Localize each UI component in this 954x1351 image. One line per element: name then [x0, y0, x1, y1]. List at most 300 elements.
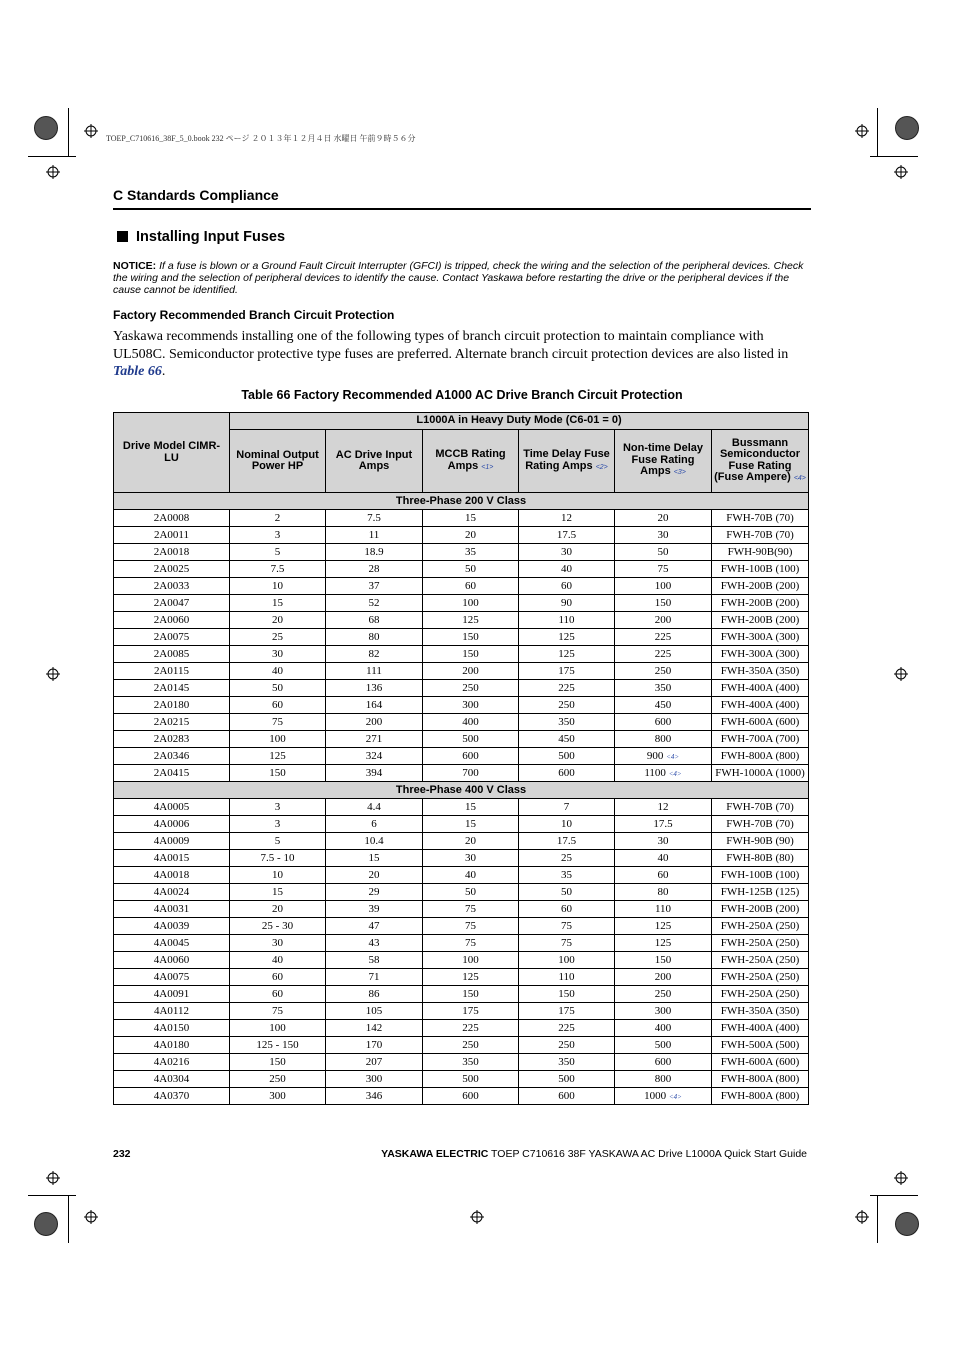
cell-ntd [615, 714, 712, 731]
cell-model: 2A0033 [114, 578, 230, 595]
cell-hp: 60 [230, 697, 326, 714]
cell-bussmann: FWH-100B (100) [712, 561, 809, 578]
cell-tdf: 500 [519, 1071, 615, 1088]
cell-amps: 200 [326, 714, 423, 731]
cell-bussmann: FWH-800A (800) [712, 1071, 809, 1088]
ntd-value: 225 [654, 648, 672, 660]
col-header-ntd-text: Non-time Delay Fuse Rating Amps [622, 442, 704, 478]
crosshair-icon [46, 165, 60, 179]
cell-amps: 43 [326, 935, 423, 952]
cell-tdf: 600 [519, 1088, 615, 1105]
cell-mccb: 600 [423, 1088, 519, 1105]
cell-tdf: 30 [519, 544, 615, 561]
ntd-value: 600 [654, 716, 672, 728]
cell-tdf: 7 [519, 799, 615, 816]
cell-amps: 29 [326, 884, 423, 901]
table-row [114, 1037, 809, 1054]
cell-hp: 60 [230, 986, 326, 1003]
ntd-value: 450 [654, 699, 672, 711]
cell-amps: 82 [326, 646, 423, 663]
cell-model: 2A0415 [114, 765, 230, 782]
registration-dial-icon [895, 1212, 919, 1236]
ntd-value: 500 [654, 1039, 672, 1051]
cell-ntd [615, 748, 712, 765]
cell-ntd [615, 612, 712, 629]
cell-model: 4A0304 [114, 1071, 230, 1088]
cell-tdf: 25 [519, 850, 615, 867]
cell-mccb: 40 [423, 867, 519, 884]
cell-mccb: 400 [423, 714, 519, 731]
cell-bussmann: FWH-600A (600) [712, 714, 809, 731]
class-label: Three-Phase 400 V Class [114, 782, 809, 799]
ntd-value: 1000 [644, 1089, 667, 1102]
footer-doc-title: TOEP C710616 38F YASKAWA AC Drive L1000A Quick Start Guide [488, 1148, 807, 1160]
ntd-value: 30 [657, 835, 669, 847]
cell-mccb: 30 [423, 850, 519, 867]
cell-tdf: 225 [519, 1020, 615, 1037]
cell-tdf: 17.5 [519, 527, 615, 544]
ntd-value: 400 [654, 1022, 672, 1034]
cell-model: 2A0283 [114, 731, 230, 748]
table-row [114, 833, 809, 850]
cell-ntd [615, 1054, 712, 1071]
cell-tdf: 175 [519, 1003, 615, 1020]
cell-hp: 25 - 30 [230, 918, 326, 935]
cell-bussmann: FWH-500A (500) [712, 1037, 809, 1054]
table-row [114, 527, 809, 544]
cell-hp: 3 [230, 816, 326, 833]
cell-model: 2A0008 [114, 510, 230, 527]
notice-label: NOTICE: [113, 260, 157, 272]
footer-brand: YASKAWA ELECTRIC [381, 1148, 489, 1160]
cell-hp: 10 [230, 867, 326, 884]
cell-amps: 4.4 [326, 799, 423, 816]
cell-bussmann: FWH-350A (350) [712, 663, 809, 680]
cell-bussmann: FWH-300A (300) [712, 646, 809, 663]
cell-hp: 40 [230, 952, 326, 969]
cell-mccb: 35 [423, 544, 519, 561]
cell-mccb: 700 [423, 765, 519, 782]
cell-mccb: 150 [423, 629, 519, 646]
cell-model: 2A0115 [114, 663, 230, 680]
body-text: Yaskawa recommends installing one of the following types of branch circuit protection to maintain compliance with UL508C. Semiconductor protective type fuses are preferred. Alternate branch circuit protection devices are also listed in [113, 329, 789, 362]
cell-hp: 10 [230, 578, 326, 595]
cell-bussmann: FWH-200B (200) [712, 901, 809, 918]
ntd-value: 900 [646, 749, 664, 762]
cell-mccb: 500 [423, 731, 519, 748]
col-header-hp: Nominal Output Power HP [230, 430, 326, 493]
cell-hp: 300 [230, 1088, 326, 1105]
cell-mccb: 250 [423, 1037, 519, 1054]
col-header-tdf-text: Time Delay Fuse Rating Amps [523, 448, 610, 472]
cell-bussmann: FWH-250A (250) [712, 935, 809, 952]
cell-model: 4A0112 [114, 1003, 230, 1020]
cell-bussmann: FWH-350A (350) [712, 1003, 809, 1020]
table-row [114, 663, 809, 680]
class-row [114, 782, 809, 799]
cell-tdf: 350 [519, 714, 615, 731]
cell-ntd [615, 918, 712, 935]
cell-mccb: 500 [423, 1071, 519, 1088]
ntd-value: 150 [654, 597, 672, 609]
cell-tdf: 175 [519, 663, 615, 680]
cell-hp: 5 [230, 544, 326, 561]
col-header-ntd [615, 430, 712, 493]
cell-model: 4A0180 [114, 1037, 230, 1054]
cell-mccb: 75 [423, 935, 519, 952]
cell-model: 4A0216 [114, 1054, 230, 1071]
table-row [114, 697, 809, 714]
ntd-value: 40 [657, 852, 669, 864]
cell-tdf: 110 [519, 612, 615, 629]
cell-hp: 2 [230, 510, 326, 527]
cell-bussmann: FWH-300A (300) [712, 629, 809, 646]
cell-hp: 100 [230, 731, 326, 748]
cell-ntd [615, 884, 712, 901]
cell-model: 2A0180 [114, 697, 230, 714]
cell-hp: 75 [230, 1003, 326, 1020]
table-row [114, 918, 809, 935]
cell-hp: 7.5 [230, 561, 326, 578]
ntd-value: 800 [654, 1073, 672, 1085]
cell-hp: 30 [230, 646, 326, 663]
cell-bussmann: FWH-90B(90) [712, 544, 809, 561]
cell-mccb: 600 [423, 748, 519, 765]
ntd-value: 17.5 [653, 818, 673, 830]
cell-hp: 100 [230, 1020, 326, 1037]
notice-text: If a fuse is blown or a Ground Fault Circuit Interrupter (GFCI) is tripped, check the wiring and the selection of the peripheral devices. Check the wiring and the selection of peripheral devices to identify the cause. Contact Yaskawa before restarting the drive or the peripheral devices if the cause cannot be identified. [113, 260, 804, 296]
cell-hp: 3 [230, 799, 326, 816]
registration-dial-icon [895, 116, 919, 140]
cell-bussmann: FWH-1000A (1000) [712, 765, 809, 782]
section-title: C Standards Compliance [113, 187, 279, 203]
cell-hp: 5 [230, 833, 326, 850]
ntd-value: 350 [654, 682, 672, 694]
cell-hp: 15 [230, 595, 326, 612]
ntd-value: 125 [654, 937, 672, 949]
cell-tdf: 17.5 [519, 833, 615, 850]
cell-amps: 18.9 [326, 544, 423, 561]
cell-amps: 111 [326, 663, 423, 680]
cell-tdf: 50 [519, 884, 615, 901]
note-ref[interactable]: <1> [481, 463, 494, 471]
cell-amps: 394 [326, 765, 423, 782]
note-ref[interactable]: <2> [595, 463, 608, 471]
table-row [114, 867, 809, 884]
cell-amps: 164 [326, 697, 423, 714]
cell-ntd [615, 527, 712, 544]
cell-tdf: 90 [519, 595, 615, 612]
cell-amps: 86 [326, 986, 423, 1003]
cell-hp: 7.5 - 10 [230, 850, 326, 867]
cell-hp: 15 [230, 884, 326, 901]
cell-model: 4A0075 [114, 969, 230, 986]
table-row [114, 731, 809, 748]
cell-mccb: 300 [423, 697, 519, 714]
col-header-bussmann [712, 430, 809, 493]
cell-mccb: 125 [423, 612, 519, 629]
crosshair-icon [855, 124, 869, 138]
table-row [114, 561, 809, 578]
ntd-value: 110 [654, 903, 672, 915]
footer-doc-info [350, 1148, 807, 1160]
ntd-value: 100 [654, 580, 672, 592]
cell-tdf: 150 [519, 986, 615, 1003]
col-header-mccb [423, 430, 519, 493]
ntd-value: 1100 [644, 766, 666, 779]
cell-model: 4A0015 [114, 850, 230, 867]
cell-bussmann: FWH-250A (250) [712, 969, 809, 986]
cell-amps: 47 [326, 918, 423, 935]
ntd-value: 150 [654, 954, 672, 966]
cell-model: 4A0005 [114, 799, 230, 816]
cell-bussmann: FWH-400A (400) [712, 1020, 809, 1037]
ntd-value: 225 [654, 631, 672, 643]
cell-hp: 250 [230, 1071, 326, 1088]
cell-bussmann: FWH-250A (250) [712, 986, 809, 1003]
ntd-value: 30 [657, 529, 669, 541]
cell-ntd [615, 561, 712, 578]
cell-bussmann: FWH-70B (70) [712, 816, 809, 833]
ntd-value: 600 [654, 1056, 672, 1068]
ntd-value: 75 [657, 563, 669, 575]
table-caption: Table 66 Factory Recommended A1000 AC Drive Branch Circuit Protection [241, 388, 683, 402]
cell-mccb: 200 [423, 663, 519, 680]
cell-ntd [615, 510, 712, 527]
registration-dial-icon [34, 116, 58, 140]
cell-amps: 346 [326, 1088, 423, 1105]
cell-mccb: 100 [423, 595, 519, 612]
group-header: L1000A in Heavy Duty Mode (C6-01 = 0) [230, 413, 809, 430]
cell-ntd [615, 697, 712, 714]
cell-bussmann: FWH-80B (80) [712, 850, 809, 867]
ntd-value: 125 [654, 920, 672, 932]
cell-amps: 20 [326, 867, 423, 884]
crosshair-icon [84, 124, 98, 138]
cell-hp: 60 [230, 969, 326, 986]
cell-amps: 15 [326, 850, 423, 867]
table-row [114, 748, 809, 765]
cell-amps: 58 [326, 952, 423, 969]
cell-mccb: 20 [423, 527, 519, 544]
cell-mccb: 15 [423, 799, 519, 816]
cell-tdf: 10 [519, 816, 615, 833]
table-row [114, 816, 809, 833]
cell-tdf: 500 [519, 748, 615, 765]
note-ref[interactable]: <3> [673, 469, 686, 477]
crosshair-icon [894, 667, 908, 681]
cell-model: 4A0024 [114, 884, 230, 901]
cell-ntd [615, 663, 712, 680]
crosshair-icon [894, 1171, 908, 1185]
cell-tdf: 350 [519, 1054, 615, 1071]
col-header-bussmann-text: Bussmann Semiconductor Fuse Rating (Fuse Ampere) [714, 436, 801, 483]
subsection-title-text: Installing Input Fuses [136, 229, 286, 245]
cell-model: 2A0011 [114, 527, 230, 544]
cell-ntd [615, 799, 712, 816]
cell-hp: 75 [230, 714, 326, 731]
cell-ntd [615, 850, 712, 867]
cell-mccb: 50 [423, 561, 519, 578]
crosshair-icon [84, 1210, 98, 1224]
cell-ntd [615, 901, 712, 918]
cell-amps: 10.4 [326, 833, 423, 850]
table-row [114, 629, 809, 646]
cell-mccb: 250 [423, 680, 519, 697]
cell-tdf: 110 [519, 969, 615, 986]
cell-model: 4A0039 [114, 918, 230, 935]
cell-bussmann: FWH-200B (200) [712, 578, 809, 595]
table-row [114, 850, 809, 867]
cell-hp: 25 [230, 629, 326, 646]
cell-model: 2A0085 [114, 646, 230, 663]
note-ref[interactable]: <4> [793, 475, 806, 482]
cell-amps: 136 [326, 680, 423, 697]
table-row [114, 1003, 809, 1020]
note-ref[interactable]: <4> [668, 769, 682, 778]
cell-model: 2A0018 [114, 544, 230, 561]
cell-amps: 324 [326, 748, 423, 765]
crosshair-icon [470, 1210, 484, 1224]
cell-model: 4A0150 [114, 1020, 230, 1037]
cell-tdf: 60 [519, 901, 615, 918]
note-ref[interactable]: <4> [668, 1092, 682, 1101]
cell-amps: 142 [326, 1020, 423, 1037]
cell-bussmann: FWH-70B (70) [712, 527, 809, 544]
table-row [114, 646, 809, 663]
table-row [114, 510, 809, 527]
ntd-value: 300 [654, 1005, 672, 1017]
ntd-value: 200 [654, 614, 672, 626]
cell-hp: 30 [230, 935, 326, 952]
fuse-table [113, 412, 809, 1105]
cell-mccb: 15 [423, 510, 519, 527]
cell-ntd [615, 986, 712, 1003]
cell-bussmann: FWH-90B (90) [712, 833, 809, 850]
table-row [114, 1088, 809, 1105]
cell-tdf: 40 [519, 561, 615, 578]
cell-mccb: 175 [423, 1003, 519, 1020]
table-row [114, 969, 809, 986]
cell-tdf: 125 [519, 646, 615, 663]
cell-amps: 11 [326, 527, 423, 544]
col-header-tdf [519, 430, 615, 493]
section-rule [113, 208, 811, 210]
cell-ntd [615, 578, 712, 595]
cell-tdf: 35 [519, 867, 615, 884]
cell-bussmann: FWH-200B (200) [712, 612, 809, 629]
cell-hp: 125 [230, 748, 326, 765]
cell-hp: 125 - 150 [230, 1037, 326, 1054]
cell-ntd [615, 1020, 712, 1037]
cell-ntd [615, 969, 712, 986]
cell-amps: 207 [326, 1054, 423, 1071]
cell-model: 2A0047 [114, 595, 230, 612]
body-paragraph [113, 328, 811, 381]
cell-model: 4A0009 [114, 833, 230, 850]
cell-bussmann: FWH-200B (200) [712, 595, 809, 612]
cell-model: 4A0018 [114, 867, 230, 884]
cell-tdf: 125 [519, 629, 615, 646]
cell-mccb: 350 [423, 1054, 519, 1071]
cell-bussmann: FWH-400A (400) [712, 697, 809, 714]
cell-model: 2A0025 [114, 561, 230, 578]
cell-model: 4A0370 [114, 1088, 230, 1105]
cell-amps: 39 [326, 901, 423, 918]
cell-amps: 52 [326, 595, 423, 612]
cell-ntd [615, 833, 712, 850]
col-header-mccb-text: MCCB Rating Amps [435, 448, 506, 472]
table-row [114, 680, 809, 697]
cell-hp: 20 [230, 612, 326, 629]
ntd-value: 50 [657, 546, 669, 558]
cell-amps: 300 [326, 1071, 423, 1088]
cell-ntd [615, 595, 712, 612]
ntd-value: 250 [654, 988, 672, 1000]
cell-amps: 271 [326, 731, 423, 748]
cell-ntd [615, 731, 712, 748]
square-bullet-icon [117, 231, 128, 242]
crosshair-icon [894, 165, 908, 179]
table-reference-link[interactable]: Table 66 [113, 364, 162, 379]
cell-hp: 40 [230, 663, 326, 680]
ntd-value: 80 [657, 886, 669, 898]
cell-ntd [615, 1088, 712, 1105]
table-row [114, 544, 809, 561]
cell-bussmann: FWH-400A (400) [712, 680, 809, 697]
cell-tdf: 60 [519, 578, 615, 595]
ntd-value: 200 [654, 971, 672, 983]
cell-model: 2A0060 [114, 612, 230, 629]
table-row [114, 1020, 809, 1037]
cell-ntd [615, 867, 712, 884]
cell-mccb: 100 [423, 952, 519, 969]
cell-amps: 28 [326, 561, 423, 578]
cell-bussmann: FWH-100B (100) [712, 867, 809, 884]
cell-amps: 80 [326, 629, 423, 646]
cell-amps: 170 [326, 1037, 423, 1054]
table-row [114, 578, 809, 595]
cell-bussmann: FWH-250A (250) [712, 952, 809, 969]
cell-model: 4A0031 [114, 901, 230, 918]
registration-dial-icon [34, 1212, 58, 1236]
cell-tdf: 12 [519, 510, 615, 527]
note-ref[interactable]: <4> [666, 752, 680, 761]
cell-tdf: 75 [519, 918, 615, 935]
cell-mccb: 125 [423, 969, 519, 986]
cell-mccb: 20 [423, 833, 519, 850]
table-row [114, 1054, 809, 1071]
cell-mccb: 75 [423, 901, 519, 918]
cell-ntd [615, 680, 712, 697]
cell-ntd [615, 1003, 712, 1020]
cell-ntd [615, 629, 712, 646]
table-row [114, 986, 809, 1003]
cell-model: 4A0006 [114, 816, 230, 833]
cell-tdf: 250 [519, 1037, 615, 1054]
cell-tdf: 100 [519, 952, 615, 969]
cell-bussmann: FWH-70B (70) [712, 510, 809, 527]
cell-tdf: 450 [519, 731, 615, 748]
table-row [114, 714, 809, 731]
cell-model: 4A0045 [114, 935, 230, 952]
cell-bussmann: FWH-800A (800) [712, 1088, 809, 1105]
cell-tdf: 250 [519, 697, 615, 714]
cell-tdf: 75 [519, 935, 615, 952]
class-row [114, 493, 809, 510]
table-row [114, 799, 809, 816]
cell-amps: 37 [326, 578, 423, 595]
